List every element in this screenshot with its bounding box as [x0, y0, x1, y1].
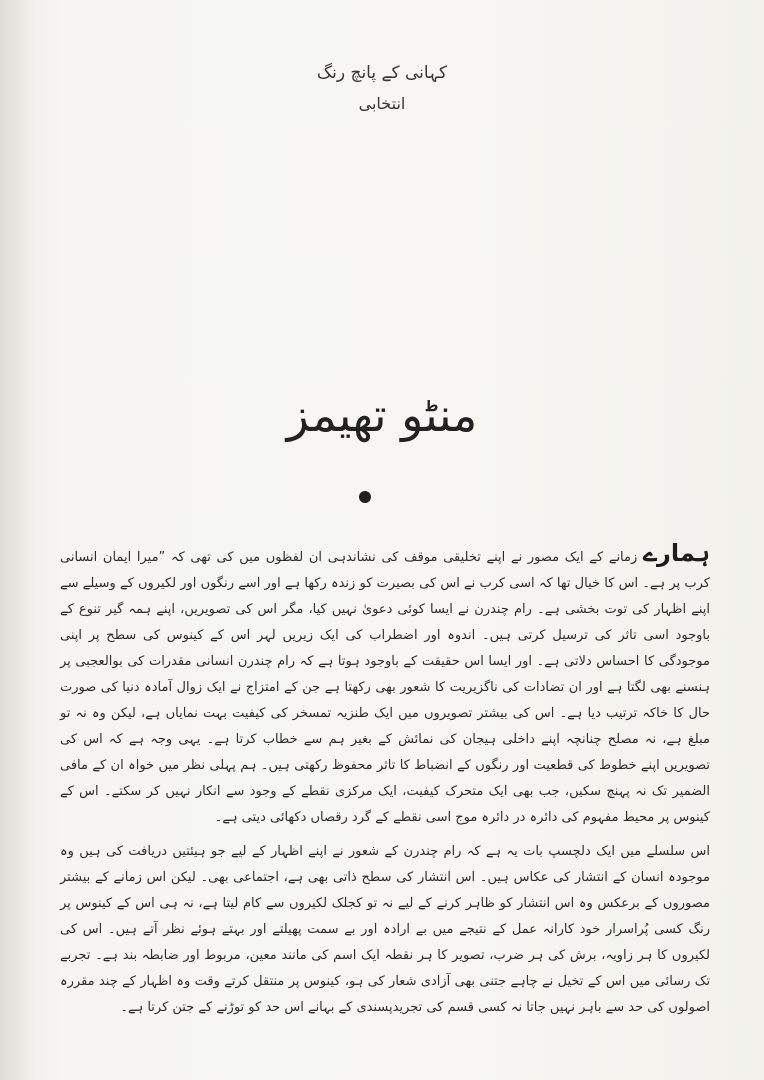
chapter-body	[60, 540, 710, 1029]
paragraph-lead-word: ہمارے	[642, 539, 710, 567]
paragraph-1-text: زمانے کے ایک مصور نے اپنے تخلیقی موقف کی نشاندہی ان لفظوں میں کی تھی کہ ”میرا ایمان انسانی کرب پر ہے۔ اس کا خیال تھا کہ اسی کرب نے اس کی بصیرت کو زندہ رکھا ہے اور اسے رنگوں اور لکیروں کے وسیلے سے اپنے اظہار کی توت بخشی ہے۔ رام چندرن نے ایسا کوئی دعویٰ نہیں کیا، مگر اس کی تصویریں، اپنے ہمہ گیر تنوع کے باوجود اسی تاثر کی ترسیل کرتی ہیں۔ اندوہ اور اضطراب کی ایک زیریں لہر اس کے کینوس کی سطح پر اپنی موجودگی کا احساس دلاتی ہے۔ اور ایسا اس حقیقت کے باوجود ہوتا ہے کہ رام چندرن انسانی مقدرات کی بوالعجبی پر ہنسنے بھی لگتا ہے اور ان تضادات کی ناگزیریت کا شعور بھی رکھتا ہے جن کے امتزاج نے ایک زوال آمادہ دنیا کی صورت حال کا خاکہ ترتیب دیا ہے۔ اس کی بیشتر تصویروں میں ایک طنزیہ تمسخر کی کیفیت بہت نمایاں ہے، لیکن وہ نہ تو مبلغ ہے، نہ مصلح چنانچہ اپنے داخلی ہیجان کی نمائش کے بغیر ہم سے خطاب کرتا ہے۔ یہی وجہ ہے کہ اس کی تصویریں اپنے خطوط کی قطعیت اور رنگوں کے انضباط کا تاثر محفوظ رکھتی ہیں۔ ہم پہلی نظر میں خواہ ان کے مافی الضمیر تک نہ پہنچ سکیں، جب بھی ایک متحرک کیفیت، ایک مرکزی نقطے کے وجود سے انکار نہیں کر سکتے۔ اس کے کینوس پر محیط مفہوم کی دائرہ در دائرہ موج اسی نقطے کے گرد رقصاں دکھائی دیتی ہے۔	[60, 550, 710, 825]
page-binding-shadow	[0, 0, 34, 1080]
book-header-subtitle: انتخابی	[358, 94, 406, 113]
paragraph-2: اس سلسلے میں ایک دلچسپ بات یہ ہے کہ رام چندرن کے شعور نے اپنے اظہار کے لیے جو ہیئتیں دریافت کی ہیں وہ موجودہ انسان کے انتشار کی عکاس ہیں۔ اس انتشار کی سطح ذاتی بھی ہے، اجتماعی بھی۔ لیکن اس زمانے کے بیشتر مصوروں کے برعکس وہ اس انتشار کو ظاہر کرنے کے لیے نہ تو کجلک لکیروں سے کام لیتا ہے، نہ ہی اس کے کینوس پر رنگ کسی پُراسرار خود کارانہ عمل کے نتیجے میں بے ارادہ اور بے سمت پھیلتے اور بہتے ہوئے نظر آتے ہیں۔ اس کی لکیروں کا ہر زاویہ، برش کی ہر ضرب، تصویر کا ہر نقطہ ایک اسم کی مانند معین، مربوط اور ضابطہ بند ہے۔ تجربے تک رسائی میں اس کے تخیل نے چاہے جتنی بھی آزادی شعار کی ہو، کینوس پر منتقل کرتے وقت وہ اظہار کے چند مقررہ اصولوں کی حد سے باہر نہیں جاتا نہ کسی قسم کی تجریدپسندی کے بہانے اس حد کو توڑنے کے جتن کرتا ہے۔	[60, 844, 710, 1015]
book-header-title: کہانی کے پانچ رنگ	[316, 63, 448, 83]
title-ornament-dot	[359, 491, 371, 503]
paragraph-1	[60, 540, 710, 831]
chapter-title: منٹو تھیمز	[286, 388, 478, 442]
